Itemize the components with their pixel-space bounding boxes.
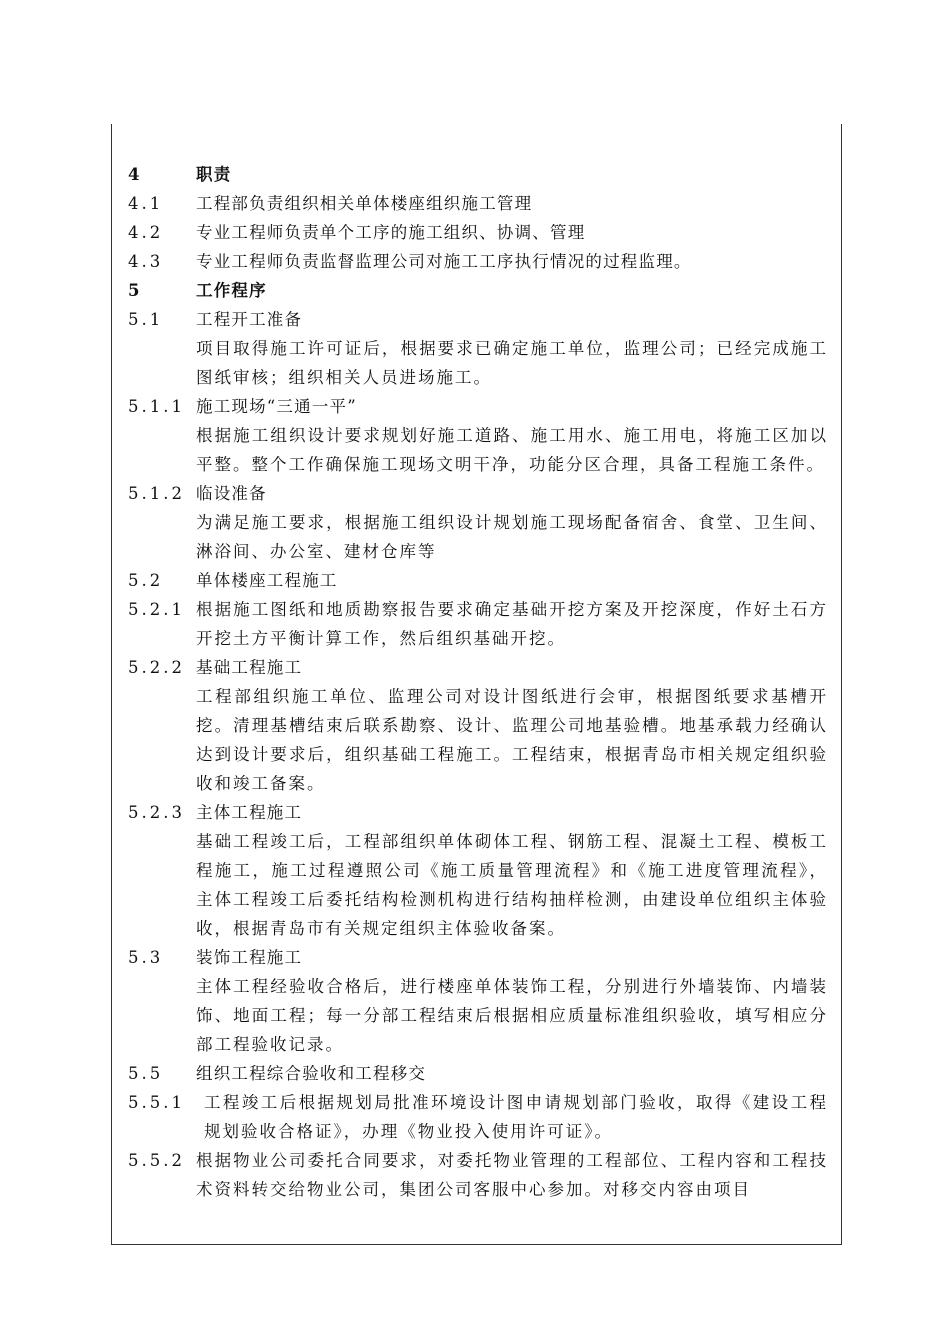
section-text: 根据物业公司委托合同要求，对委托物业管理的工程部位、工程内容和工程技术资料转交给物业公司，集团公司客服中心参加。对移交内容由项目 (196, 1151, 828, 1199)
section-number: 5.2.3 (128, 803, 185, 822)
section-4-2 (128, 218, 828, 247)
section-text: 工程部负责组织相关单体楼座组织施工管理 (196, 194, 533, 213)
section-5-2 (128, 566, 828, 595)
section-heading: 单体楼座工程施工 (196, 571, 338, 590)
section-heading: 装饰工程施工 (196, 948, 303, 967)
section-number: 5.1.1 (128, 397, 185, 416)
section-4-1 (128, 189, 828, 218)
paragraph: 基础工程竣工后，工程部组织单体砌体工程、钢筋工程、混凝土工程、模板工程施工，施工过程遵照公司《施工质量管理流程》和《施工进度管理流程》，主体工程竣工后委托结构检测机构进行结构抽样检测，由建设单位组织主体验收，根据青岛市有关规定组织主体验收备案。 (196, 832, 828, 938)
document-body (128, 160, 828, 1204)
section-heading: 主体工程施工 (196, 803, 303, 822)
paragraph: 工程部组织施工单位、监理公司对设计图纸进行会审，根据图纸要求基槽开挖。清理基槽结束后联系勘察、设计、监理公司地基验槽。地基承载力经确认达到设计要求后，组织基础工程施工。工程结束，根据青岛市相关规定组织验收和竣工备案。 (196, 687, 828, 793)
section-5 (128, 276, 828, 305)
section-number: 5.2.2 (128, 658, 185, 677)
section-heading: 工程开工准备 (196, 310, 303, 329)
paragraph: 根据施工组织设计要求规划好施工道路、施工用水、施工用电，将施工区加以平整。整个工作确保施工现场文明干净，功能分区合理，具备工程施工条件。 (196, 426, 828, 474)
section-number: 4.3 (128, 252, 164, 271)
paragraph: 主体工程经验收合格后，进行楼座单体装饰工程，分别进行外墙装饰、内墙装饰、地面工程；每一分部工程结束后根据相应质量标准组织验收，填写相应分部工程验收记录。 (196, 977, 828, 1054)
section-5-5-2 (128, 1146, 828, 1204)
section-number: 5.5 (128, 1064, 164, 1083)
section-text: 工程竣工后根据规划局批准环境设计图申请规划部门验收，取得《建设工程规划验收合格证》，办理《物业投入使用许可证》。 (204, 1093, 828, 1141)
section-5-5 (128, 1059, 828, 1088)
section-heading: 基础工程施工 (196, 658, 303, 677)
section-number: 5.5.1 (128, 1093, 185, 1112)
section-number: 4 (128, 165, 143, 184)
section-5-2-2 (128, 653, 828, 682)
section-heading: 临设准备 (196, 484, 267, 503)
section-number: 5.3 (128, 948, 164, 967)
section-heading: 工作程序 (196, 281, 267, 300)
section-5-2-1 (128, 595, 828, 653)
section-heading: 职责 (196, 165, 232, 184)
section-number: 5.1 (128, 310, 164, 329)
section-5-1-2 (128, 479, 828, 508)
section-number: 5 (128, 281, 143, 300)
section-5-3 (128, 943, 828, 972)
section-4-3 (128, 247, 828, 276)
section-number: 4.2 (128, 223, 164, 242)
section-heading: 施工现场“三通一平” (196, 397, 357, 416)
section-text: 专业工程师负责单个工序的施工组织、协调、管理 (196, 223, 586, 242)
section-heading: 组织工程综合验收和工程移交 (196, 1064, 427, 1083)
paragraph: 为满足施工要求，根据施工组织设计规划施工现场配备宿舍、食堂、卫生间、淋浴间、办公室、建材仓库等 (196, 513, 828, 561)
section-number: 5.2 (128, 571, 164, 590)
section-4 (128, 160, 828, 189)
section-text: 专业工程师负责监督监理公司对施工工序执行情况的过程监理。 (196, 252, 692, 271)
section-5-5-1 (128, 1088, 828, 1146)
paragraph: 项目取得施工许可证后，根据要求已确定施工单位，监理公司；已经完成施工图纸审核；组织相关人员进场施工。 (196, 339, 828, 387)
section-5-2-3 (128, 798, 828, 827)
section-number: 5.2.1 (128, 600, 185, 619)
section-number: 5.1.2 (128, 484, 185, 503)
section-5-1-1 (128, 392, 828, 421)
section-number: 5.5.2 (128, 1151, 185, 1170)
section-text: 根据施工图纸和地质勘察报告要求确定基础开挖方案及开挖深度，作好土石方开挖土方平衡计算工作，然后组织基础开挖。 (196, 600, 828, 648)
section-number: 4.1 (128, 194, 164, 213)
section-5-1 (128, 305, 828, 334)
